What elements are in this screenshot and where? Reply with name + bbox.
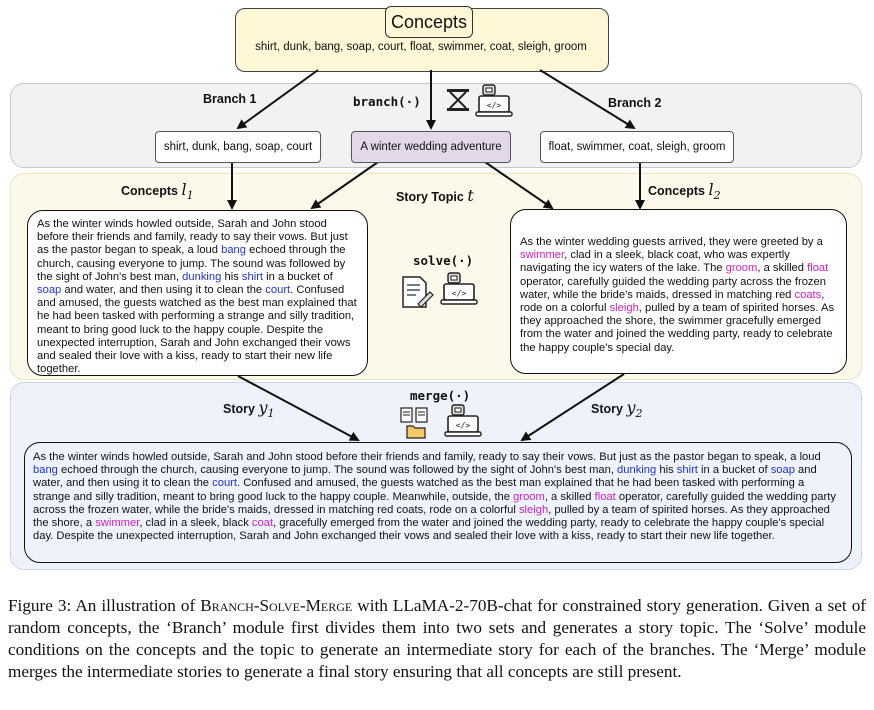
laptop-code-icon [475,84,513,118]
concepts2-label-text: Concepts [648,184,705,198]
story1-concept: shirt [241,270,264,283]
merged-text: . Confused and amused, the guests watched as the best man explained that he had been tasked with performing a strange and silly tradition, meant to bring good luck to the happy couple. Meanwhile, outside, the [33,477,805,503]
arrow-topic-to-story2 [485,162,552,208]
merged-text: operator, carefully guided the wedding party across the frozen water, while the bride's maids, dressed in matching red coats, rode on a colorful [33,490,836,516]
branch2-label: Branch 2 [608,96,662,110]
merged-story-box [24,442,852,563]
concepts2-var-sub: 2 [713,189,721,203]
topic-var: t [467,186,474,205]
story1-var-sub: 1 [267,407,275,421]
story1-text: and water, and then using it to clean the [61,284,266,297]
merged-text: , a skilled [544,490,595,503]
story1-concept: court [265,284,291,297]
story1-var-letter: y [258,398,268,417]
story2-box [510,209,847,374]
merged-concept: shirt [676,464,698,477]
documents-folder-icon [399,406,431,440]
merged-concept: groom [513,490,545,503]
merged-concept: swimmer [95,517,140,530]
merged-text: echoed through the church, causing everyone to jump. The sound was followed by the sight of John's best man, [57,464,618,477]
concepts2-var [708,180,721,203]
topic-label-text: Story Topic [396,190,464,204]
story2-label-text: Story [591,402,623,416]
story1-concept: soap [37,284,62,297]
story1-label-text: Story [223,402,255,416]
caption-prefix: Figure 3: An illustration of [8,596,201,615]
merged-text: As the winter winds howled outside, Sarah and John stood before their friends and family, ready to say their vows. But just as the pastor began to speak, a loud [33,451,821,463]
laptop-code-icon [444,404,482,438]
branch-module-label: branch(·) [353,94,421,109]
branch2-concepts-box: float, swimmer, coat, sleigh, groom [540,131,734,163]
concepts1-label-text: Concepts [121,184,178,198]
merged-text: in a bucket of [697,464,771,477]
topic-label [396,186,474,205]
story1-var [258,398,275,421]
caption-rest: with LLaMA-2-70B-chat for constrained story generation. Given a set of random concepts, the ‘Branch’ module first divides them into two sets and generates a story topic. The ‘Solve’ module conditions on the concepts and the topic to generate an intermediate story for each of the branches. The ‘Merge’ module merges the intermediate stories to generate a final story ensuring that all concepts are still present. [8,596,867,681]
merged-text: and water, and then using it to clean the [33,464,817,490]
story2-text: operator, carefully guided the wedding party across the frozen water, while the bride's maids, dressed in matching red [520,275,826,301]
story2-concept: sleigh [609,302,639,315]
story1-text: As the winter winds howled outside, Sarah and John stood before their friends and family, ready to say their vows. But just as the pastor began to speak, a loud [37,218,348,257]
story2-text: As the winter wedding guests arrived, they were greeted by a [520,236,823,248]
branch1-label: Branch 1 [203,92,257,106]
concepts1-var [181,180,194,203]
topic-box: A winter wedding adventure [351,131,511,163]
merged-concept: dunking [617,464,657,477]
story1-concept: dunking [182,270,222,283]
merged-concept: sleigh [518,503,549,516]
arrow-topic-to-story1 [312,162,378,208]
story1-concept: bang [221,244,246,257]
story2-text: , rode on a colorful [520,288,825,315]
merged-concept: soap [770,464,795,477]
story2-concept: swimmer [520,249,565,262]
solve-module-label: solve(·) [413,253,474,268]
caption-method: Branch-Solve-Merge [200,596,353,615]
concepts-title: Concepts [385,6,473,38]
concepts2-label [648,180,721,202]
story2-label [591,398,642,420]
merged-text: his [656,464,677,477]
story1-text: his [221,270,242,283]
concepts1-label [121,180,194,202]
laptop-code-icon [440,272,478,306]
story1-text: in a bucket of [263,270,333,283]
merged-text: , clad in a sleek, black [139,517,252,530]
story2-var-sub: 2 [635,407,643,421]
story2-var-letter: y [626,398,636,417]
story1-text: . Confused and amused, the guests watched as the best man explained that he had been tasked with performing a strange and silly tradition, meant to bring good luck to the happy couple. Despite the unexpected interruption, Sarah and John exchanged their vows and sealed their love with a kiss, ready to start their new life together. [37,284,357,376]
concepts1-var-letter: l [181,180,187,199]
merge-module-label: merge(·) [410,388,471,403]
figure-caption [8,595,866,683]
tools-icon [444,86,472,114]
story2-text: , pulled by a team of spirited horses. As they approached the shore, the swimmer gracefully emerged from the water and joined the wedding party, ready to celebrate the happy couple's special day. [520,302,835,354]
story2-text: , clad in a sleek, black coat, who was expertly navigating the icy waters of the lake. The [520,249,790,275]
document-pen-icon [400,274,434,310]
story2-var [626,398,643,421]
svg-text:</>: </> [455,421,471,430]
concepts2-var-letter: l [708,180,714,199]
merged-text: , gracefully emerged from the water and joined the wedding party, ready to celebrate the happy couple's special day. Despite the unexpected interruption, Sarah and John exchanged their vows and sealed their love with a kiss, ready to start their new life together. [33,517,825,543]
merged-text: , pulled by a team of spirited horses. As they approached the shore, a [33,503,830,530]
merged-concept: coat [251,517,274,530]
story1-label [223,398,274,420]
svg-text:</>: </> [451,289,467,298]
merged-concept: court [212,477,237,490]
story2-concept: groom [725,262,758,275]
story2-concept: float [807,262,829,275]
merged-concept: float [594,490,616,503]
concepts1-var-sub: 1 [186,189,194,203]
concepts-list: shirt, dunk, bang, soap, court, float, swimmer, coat, sleigh, groom [255,41,587,53]
merged-concept: bang [33,464,58,477]
story1-box [27,210,368,376]
story1-text: echoed through the church, causing everyone to jump. The sound was followed by the sight of John's best man, [37,244,346,283]
svg-text:</>: </> [486,101,502,110]
story2-concept: coats [794,288,822,301]
branch1-concepts-box: shirt, dunk, bang, soap, court [155,131,321,163]
story2-text: , a skilled [757,262,808,275]
